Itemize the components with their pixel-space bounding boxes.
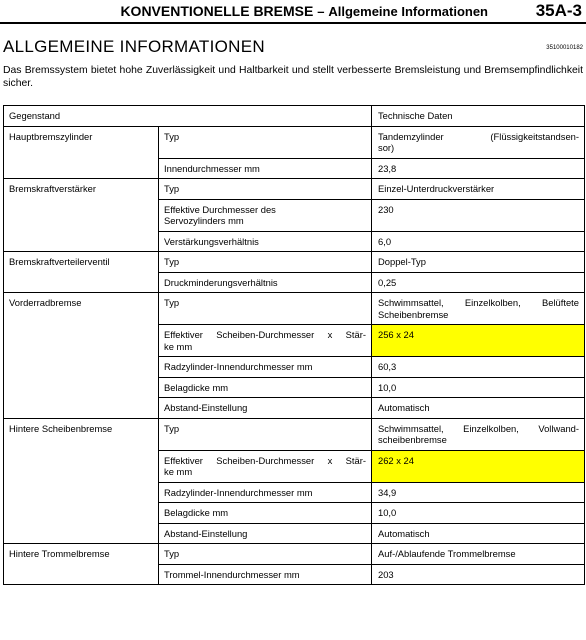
value-cell: 230 [372, 199, 585, 231]
value-cell: 60,3 [372, 357, 585, 378]
value-cell [372, 126, 585, 158]
specs-table [3, 105, 585, 585]
param-cell: Abstand-Einstellung [159, 523, 372, 544]
value-cell: 34,9 [372, 482, 585, 503]
value-cell: Auf-/Ablaufende Trommelbremse [372, 544, 585, 565]
value-line: scheibenbremse [378, 434, 447, 445]
param-cell [159, 199, 372, 231]
param-cell: Abstand-Einstellung [159, 398, 372, 419]
value-cell: 0,25 [372, 272, 585, 293]
section-title: ALLGEMEINE INFORMATIONEN [3, 37, 265, 56]
value-cell: Automatisch [372, 398, 585, 419]
table-row [4, 544, 585, 565]
header-item: Gegenstand [4, 106, 372, 127]
value-line: Tandemzylinder (Flüssigkeitstandsen- [378, 130, 579, 142]
param-line: ke mm [164, 466, 193, 477]
value-line: Scheibenbremse [378, 308, 449, 320]
param-cell: Belagdicke mm [159, 377, 372, 398]
param-cell [159, 450, 372, 482]
header-rule [0, 22, 586, 24]
table-row [4, 252, 585, 273]
page-header [0, 0, 586, 22]
header-title-main: KONVENTIONELLE BREMSE [120, 3, 314, 19]
param-cell: Belagdicke mm [159, 503, 372, 524]
value-cell-highlighted: 262 x 24 [372, 450, 585, 482]
header-data: Technische Daten [372, 106, 585, 127]
component-cell: Vorderradbremse [4, 293, 159, 419]
value-cell: 203 [372, 564, 585, 585]
value-cell: 10,0 [372, 503, 585, 524]
page-number: 35A-3 [535, 1, 582, 20]
value-line: Schwimmsattel, Einzelkolben, Vollwand- [378, 422, 579, 434]
table-row [4, 418, 585, 450]
value-cell: Automatisch [372, 523, 585, 544]
table-row [4, 179, 585, 200]
param-cell: Typ [159, 179, 372, 200]
value-cell: Doppel-Typ [372, 252, 585, 273]
value-line: sor) [378, 142, 395, 153]
value-cell: 23,8 [372, 158, 585, 179]
header-title [120, 3, 488, 19]
component-cell: Hauptbremszylinder [4, 126, 159, 179]
header-title-separator: – [317, 4, 325, 19]
component-cell: Hintere Scheibenbremse [4, 418, 159, 544]
param-line: ke mm [164, 340, 193, 352]
param-cell: Radzylinder-Innendurchmesser mm [159, 482, 372, 503]
param-cell: Typ [159, 293, 372, 325]
section-code: 35100010182 [546, 45, 583, 51]
value-cell-highlighted: 256 x 24 [372, 325, 585, 357]
value-cell: 10,0 [372, 377, 585, 398]
value-cell [372, 293, 585, 325]
value-cell: 6,0 [372, 231, 585, 252]
param-line: Servozylinders mm [164, 215, 244, 226]
table-row [4, 293, 585, 325]
intro-paragraph: Das Bremssystem bietet hohe Zuverlässigkeit und Haltbarkeit und stellt verbesserte Bremsleistung und Bremsempfindlichkeit sicher. [3, 65, 583, 89]
param-cell: Typ [159, 544, 372, 565]
param-cell: Verstärkungsverhältnis [159, 231, 372, 252]
param-cell [159, 325, 372, 357]
param-cell: Radzylinder-Innendurchmesser mm [159, 357, 372, 378]
component-cell: Hintere Trommelbremse [4, 544, 159, 585]
value-line: Schwimmsattel, Einzelkolben, Belüftete [378, 297, 579, 308]
param-cell: Druckminderungsverhältnis [159, 272, 372, 293]
param-cell: Trommel-Innendurchmesser mm [159, 564, 372, 585]
component-cell: Bremskraftverstärker [4, 179, 159, 252]
table-row [4, 126, 585, 158]
header-title-sub: Allgemeine Informationen [328, 4, 488, 19]
component-cell: Bremskraftverteilerventil [4, 252, 159, 293]
param-line: Effektiver Scheiben-Durchmesser x Stär- [164, 329, 366, 340]
param-cell: Typ [159, 252, 372, 273]
value-cell: Einzel-Unterdruckverstärker [372, 179, 585, 200]
param-cell: Typ [159, 418, 372, 450]
table-header-row [4, 106, 585, 127]
param-line: Effektiver Scheiben-Durchmesser x Stär- [164, 454, 366, 466]
param-cell: Innendurchmesser mm [159, 158, 372, 179]
param-cell: Typ [159, 126, 372, 158]
value-cell [372, 418, 585, 450]
param-line: Effektive Durchmesser des [164, 203, 276, 215]
